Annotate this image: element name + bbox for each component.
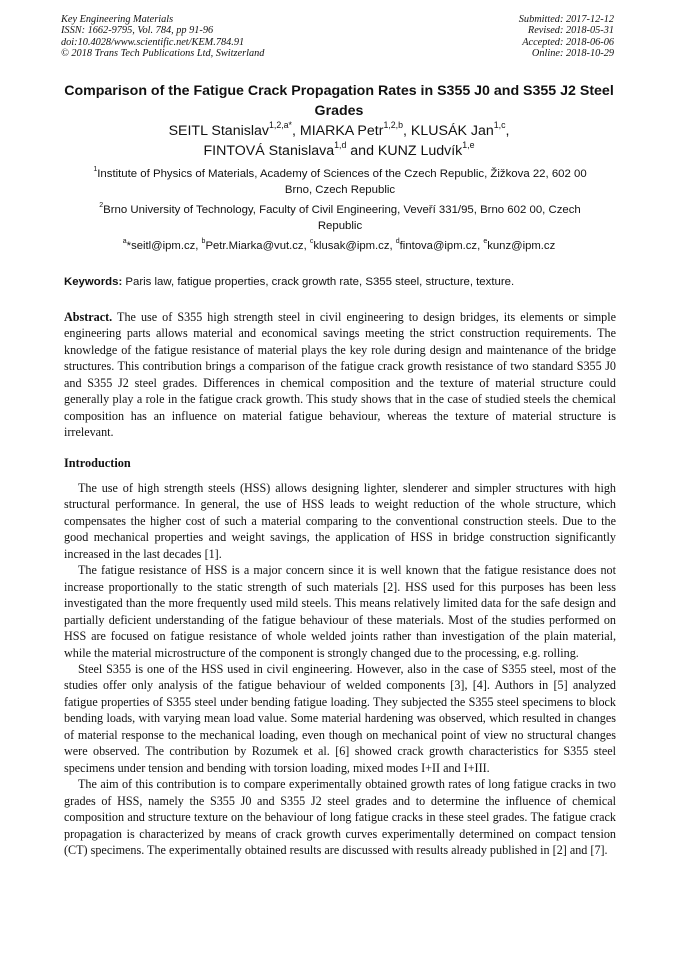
introduction-body (64, 480, 616, 858)
email-mark: a (122, 238, 127, 246)
journal-info (61, 14, 264, 60)
keywords-text: Paris law, fatigue properties, crack growth rate, S355 steel, structure, texture. (125, 276, 515, 288)
accepted-date: Accepted: 2018-06-06 (522, 36, 614, 48)
paragraph: Steel S355 is one of the HSS used in civil engineering. However, also in the case of S355 steel, most of the studies offer only analysis of the fatigue behaviour of welded components [3], [4]. Authors in [5] analyzed fatigue properties of S355 steel under bending fatigue loading. They subjected the S355 steel specimens to block bending loads, with varying mean load value. Some material hardening was observed, which resulted in changes of material response to the mechanical loading, even though on mechanical point of view no structural changes were observed. The contribution by Rozumek et al. [6] showed crack growth characteristics for S355 steel specimens under tension and bending with torsion loading, mixed modes I+II and I+III. (64, 661, 616, 775)
author-separator: , (403, 123, 411, 139)
affiliation-2 (80, 202, 600, 234)
email-list: $^a$*seitl@ipm.cz, $^b$Petr.Miarka@vut.cz, $^c$klusak@ipm.cz, $^d$fintova@ipm.cz, $^e$kunz@ipm.cz (122, 238, 556, 252)
author-separator: , (291, 123, 300, 139)
email-mark: c (309, 238, 314, 246)
paper-title: Comparison of the Fatigue Crack Propagation Rates in S355 J0 and S355 J2 Steel Grades (64, 83, 614, 119)
author-affiliation-mark: 1,2,b (383, 119, 404, 130)
email-address[interactable]: Petr.Miarka@vut.cz (205, 240, 304, 252)
author-affiliation-mark: 1,d (334, 139, 347, 150)
email-mark: d (395, 238, 400, 246)
author-name: KUNZ Ludvík (377, 143, 463, 159)
revised-date: Revised: 2018-05-31 (527, 25, 614, 37)
online-date: Online: 2018-10-29 (531, 48, 614, 60)
email-address[interactable]: kunz@ipm.cz (487, 240, 556, 252)
submission-dates (519, 14, 614, 60)
journal-copyright: © 2018 Trans Tech Publications Ltd, Switzerland (61, 48, 265, 60)
journal-issn: ISSN: 1662-9795, Vol. 784, pp 91-96 (61, 25, 214, 37)
email-address[interactable]: *seitl@ipm.cz (126, 240, 196, 252)
abstract-label: Abstract. (64, 310, 113, 324)
author-name: MIARKA Petr (299, 123, 384, 139)
journal-name: Key Engineering Materials (61, 14, 174, 25)
email-address[interactable]: fintova@ipm.cz (399, 240, 478, 252)
affiliation-number: 2 (99, 202, 104, 210)
affiliation-text: Institute of Physics of Materials, Academy of Sciences of the Czech Republic, Žižkova 22, 602 00 Brno, Czech Republic (97, 168, 587, 196)
email-address[interactable]: klusak@ipm.cz (313, 240, 390, 252)
paragraph: The fatigue resistance of HSS is a major concern since it is well known that the fatigue resistance does not increase proportionally to the static strength of such materials [2]. HSS used for this purposes has been less investigated than the more frequently used mild steels. This means relatively limited data for the safe design and partially deficient understanding of the fatigue behaviour of these materials. Most of the studies performed on HSS are focused on fatigue resistance of whole welded joints rather than investigation of the plain material, while the material microstructure of the component is strongly changed due to the processing, e.g. rolling. (64, 563, 616, 660)
keywords (64, 275, 616, 290)
author-separator: and (346, 143, 378, 159)
paragraph: The use of high strength steels (HSS) allows designing lighter, slenderer and simpler structures with high structural performance. In general, the use of HSS leads to weight reduction of the whole structure, which compensates the higher cost of such a material comparing to the conventional construction steels. Due to the good mechanical properties and weight savings, the application of HSS in bridge construction significantly increased in the last decades [1]. (64, 481, 616, 561)
author-name: SEITL Stanislav (168, 123, 269, 139)
keywords-label: Keywords: (64, 276, 123, 288)
submitted-date: Submitted: 2017-12-12 (518, 14, 614, 25)
email-mark: b (201, 238, 206, 246)
author-name: FINTOVÁ Stanislava (203, 143, 335, 159)
author-name: KLUSÁK Jan (410, 123, 494, 139)
author-list (60, 121, 618, 161)
affiliation-text: Brno University of Technology, Faculty of Civil Engineering, Veveří 331/95, Brno 602 00, Czech Republic (103, 204, 581, 232)
author-affiliation-mark: 1,2,a* (268, 119, 292, 130)
paragraph: The aim of this contribution is to compare experimentally obtained growth rates of long fatigue cracks in two grades of HSS, namely the S355 J0 and S355 J2 steel grades and to determine the influence of chemical composition and structure texture on the behaviour of long fatigue cracks in these steel grades. The fatigue crack propagation is characterized by means of crack growth curves experimentally determined on compact tension (CT) specimens. The experimentally obtained results are discussed with results already published in [2] and [7]. (64, 777, 616, 857)
author-affiliation-mark: 1,c (493, 119, 506, 130)
affiliation-number: 1 (93, 166, 98, 174)
author-separator: , (505, 123, 510, 139)
author-affiliation-mark: 1,e (462, 139, 475, 150)
journal-doi: doi:10.4028/www.scientific.net/KEM.784.91 (61, 36, 245, 48)
affiliation-1 (80, 166, 600, 198)
email-mark: e (483, 238, 488, 246)
section-heading: Introduction (64, 456, 131, 470)
abstract-text: The use of S355 high strength steel in civil engineering to design bridges, its elements or simple engineering parts allows material and economical savings meeting the strict construction requirements. The knowledge of the fatigue resistance of material plays the key role during design and maintenance of the bridge structures. This contribution brings a comparison of the fatigue crack growth resistance of two standard S355 J0 and S355 J2 steel grades. Differences in chemical composition and the texture of material structure could generally play a role in the fatigue crack growth. This study shows that in the case of studied steels the chemical composition has an influence on material fatigue behaviour, whereas the texture of material structure is irrelevant. (64, 310, 616, 440)
abstract (64, 309, 616, 441)
